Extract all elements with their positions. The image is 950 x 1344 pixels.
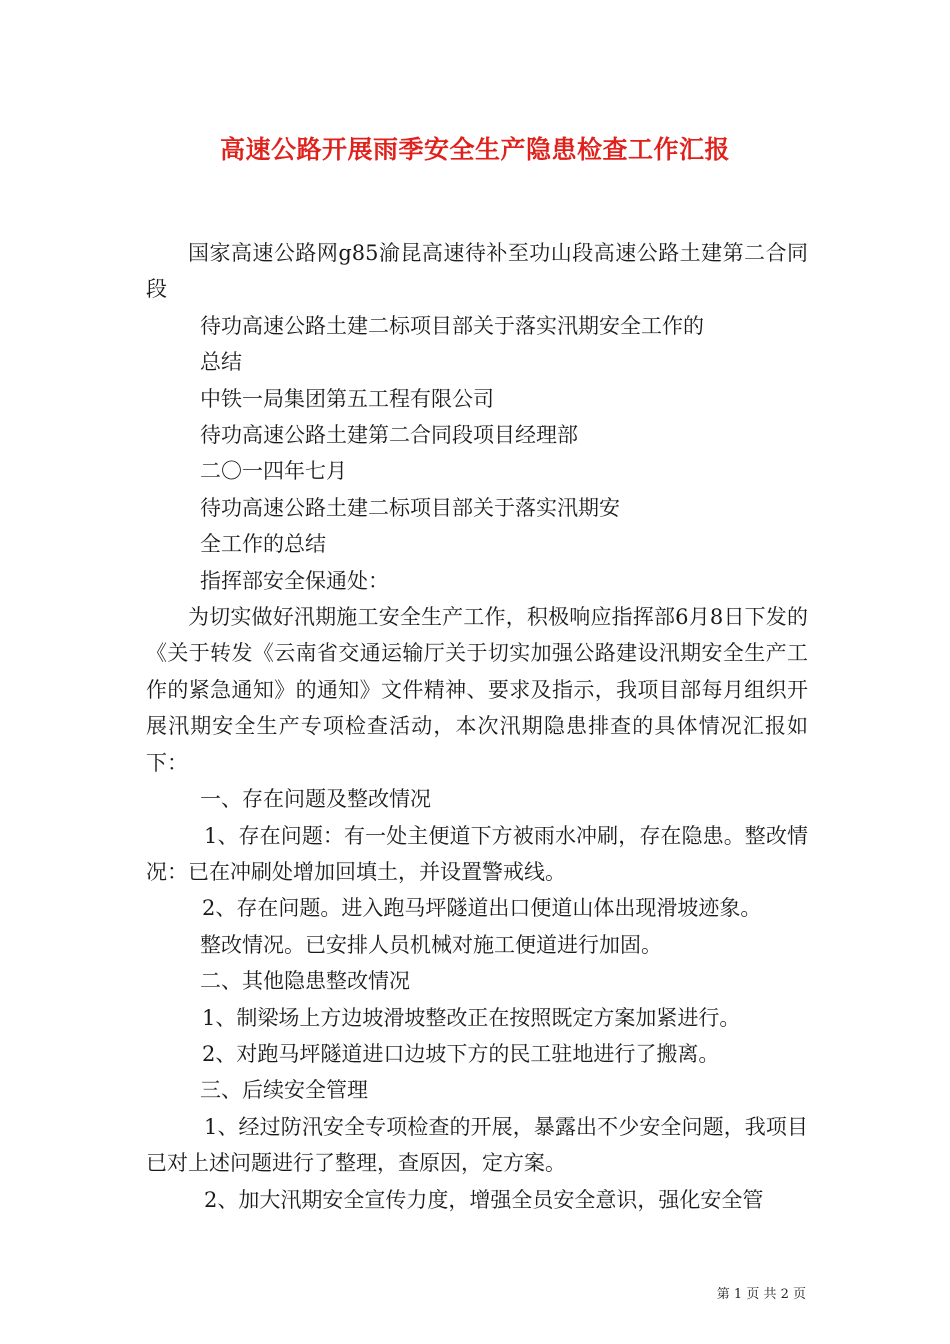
- paragraph-header: 国家高速公路网g85渝昆高速待补至功山段高速公路土建第二合同段: [146, 241, 808, 302]
- list-item: 1、制梁场上方边坡滑坡整改正在按照既定方案加紧进行。: [202, 1005, 741, 1030]
- section-heading-3: 三、后续安全管理: [200, 1078, 368, 1103]
- paragraph-company: 中铁一局集团第五工程有限公司: [200, 386, 494, 411]
- paragraph-department: 待功高速公路土建第二合同段项目经理部: [200, 423, 578, 448]
- document-body: [146, 235, 808, 1218]
- list-item: 2、存在问题。进入跑马坪隧道出口便道山体出现滑坡迹象。: [202, 896, 762, 921]
- section-heading-2: 二、其他隐患整改情况: [200, 969, 410, 994]
- paragraph-intro: 为切实做好汛期施工安全生产工作，积极响应指挥部6月8日下发的《关于转发《云南省交通运输厅关于切实加强公路建设汛期安全生产工作的紧急通知》的通知》文件精神、要求及指示，我项目部每月组织开展汛期安全生产专项检查活动，本次汛期隐患排查的具体情况汇报如下：: [146, 605, 808, 775]
- list-item: 2、加大汛期安全宣传力度，增强全员安全意识，强化安全管: [204, 1187, 764, 1212]
- list-item: 1、经过防汛安全专项检查的开展，暴露出不少安全问题，我项目已对上述问题进行了整理，查原因，定方案。: [146, 1114, 808, 1176]
- paragraph-subtitle-cont: 总结: [200, 350, 242, 375]
- document-title: 高速公路开展雨季安全生产隐患检查工作汇报: [219, 135, 730, 164]
- list-item: 2、对跑马坪隧道进口边坡下方的民工驻地进行了搬离。: [202, 1041, 720, 1066]
- paragraph-subtitle-repeat: 待功高速公路土建二标项目部关于落实汛期安: [200, 495, 620, 520]
- page-number: 第 1 页 共 2 页: [716, 1287, 806, 1302]
- paragraph-subtitle: 待功高速公路土建二标项目部关于落实汛期安全工作的: [200, 313, 704, 338]
- paragraph-salutation: 指挥部安全保通处：: [200, 568, 389, 593]
- paragraph-subtitle-repeat-cont: 全工作的总结: [200, 532, 326, 557]
- list-item: 1、存在问题：有一处主便道下方被雨水冲刷，存在隐患。整改情况：已在冲刷处增加回填土，并设置警戒线。: [146, 823, 808, 884]
- list-item: 整改情况。已安排人员机械对施工便道进行加固。: [200, 932, 662, 957]
- section-heading-1: 一、存在问题及整改情况: [200, 787, 431, 812]
- paragraph-date: 二〇一四年七月: [200, 459, 347, 484]
